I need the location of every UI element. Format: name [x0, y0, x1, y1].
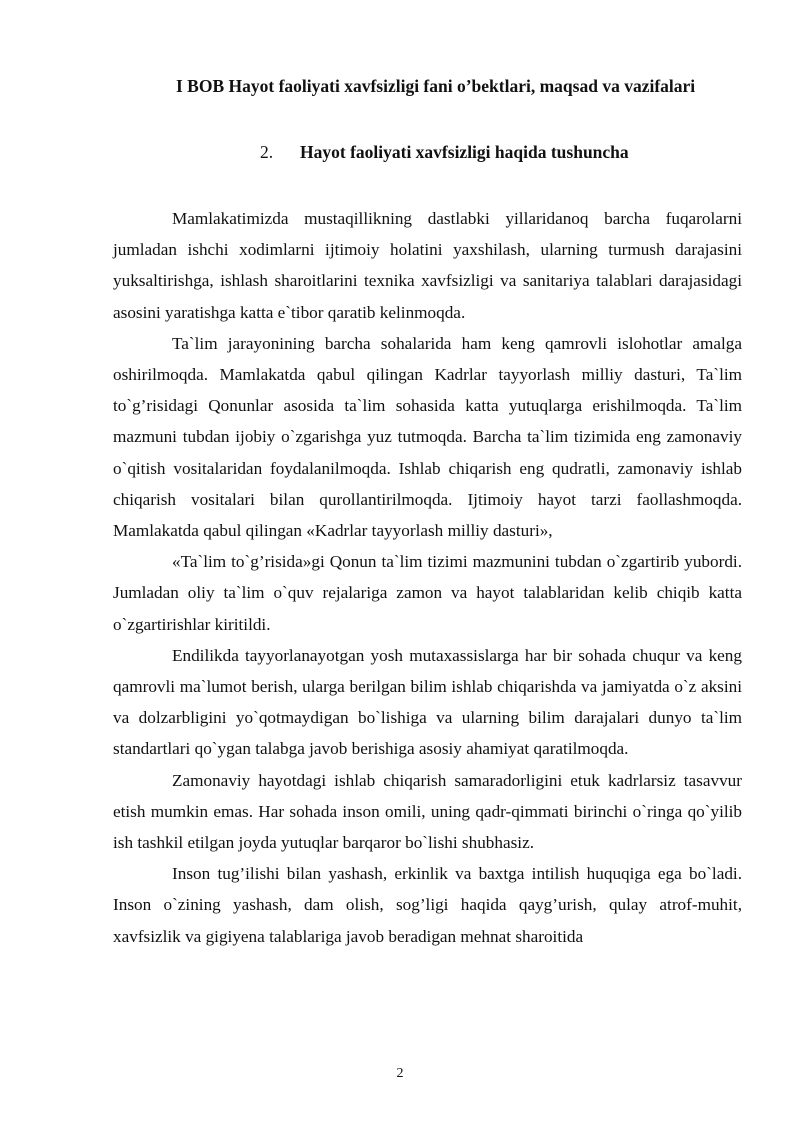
- body-text: [113, 203, 742, 952]
- section-heading: [260, 142, 629, 163]
- paragraph: Mamlakatimizda mustaqillikning dastlabki yillaridanoq barcha fuqarolarni jumladan ishchi xodimlarni ijtimoiy holatini yaxshilash, ularning turmush darajasini yuksaltirishga, ishlash sharoitlarini texnika xavfsizligi va sanitariya talablari darajasidagi asosini yaratishga katta e`tibor qaratib kelinmoqda.: [113, 209, 742, 322]
- chapter-title: I BOB Hayot faoliyati xavfsizligi fani o’bektlari, maqsad va vazifalari: [176, 76, 696, 96]
- page-number: 2: [396, 1066, 404, 1081]
- paragraph: Endilikda tayyorlanayotgan yosh mutaxassislarga har bir sohada chuqur va keng qamrovli ma`lumot berish, ularga berilgan bilim ishlab chiqarishda va jamiyatda o`z aksini va dolzarbligini yo`qotmaydigan bo`lishiga va ularning bilim darajalari dunyo ta`lim standartlari qo`ygan talabga javob berishiga asosiy ahamiyat qaratilmoqda.: [113, 645, 742, 759]
- paragraph: Ta`lim jarayonining barcha sohalarida ham keng qamrovli islohotlar amalga oshirilmoqda. Mamlakatda qabul qilingan Kadrlar tayyorlash milliy dasturi, Ta`lim to`g’risidagi Qonunlar asosida ta`lim sohasida katta yutuqlarga erishilmoqda. Ta`lim mazmuni tubdan ijobiy o`zgarishga yuz tutmoqda. Barcha ta`lim tizimida eng zamonaviy o`qitish vositalaridan foydalanilmoqda. Ishlab chiqarish eng qudratli, zamonaviy ishlab chiqarish vositalari bilan qurollantirilmoqda. Ijtimoiy hayot tarzi faollashmoqda. Mamlakatda qabul qilingan «Kadrlar tayyorlash milliy dasturi»,: [113, 333, 742, 541]
- section-title: Hayot faoliyati xavfsizligi haqida tushuncha: [300, 142, 629, 162]
- paragraph: «Ta`lim to`g’risida»gi Qonun ta`lim tizimi mazmunini tubdan o`zgartirib yubordi. Jumladan oliy ta`lim o`quv rejalariga zamon va hayot talablaridan kelib chiqib katta o`zgartirishlar kiritildi.: [113, 552, 742, 634]
- paragraph: Inson tug’ilishi bilan yashash, erkinlik va baxtga intilish huquqiga ega bo`ladi. Inson o`zining yashash, dam olish, sog’ligi haqida qayg’urish, qulay atrof-muhit, xavfsizlik va gigiyena talablariga javob beradigan mehnat sharoitida: [113, 864, 742, 946]
- section-number: 2.: [260, 142, 274, 162]
- paragraph: Zamonaviy hayotdagi ishlab chiqarish samaradorligini etuk kadrlarsiz tasavvur etish mumkin emas. Har sohada inson omili, uning qadr-qimmati birinchi o`ringa qo`yilib ish tashkil etilgan joyda yutuqlar barqaror bo`lishi shubhasiz.: [113, 770, 742, 853]
